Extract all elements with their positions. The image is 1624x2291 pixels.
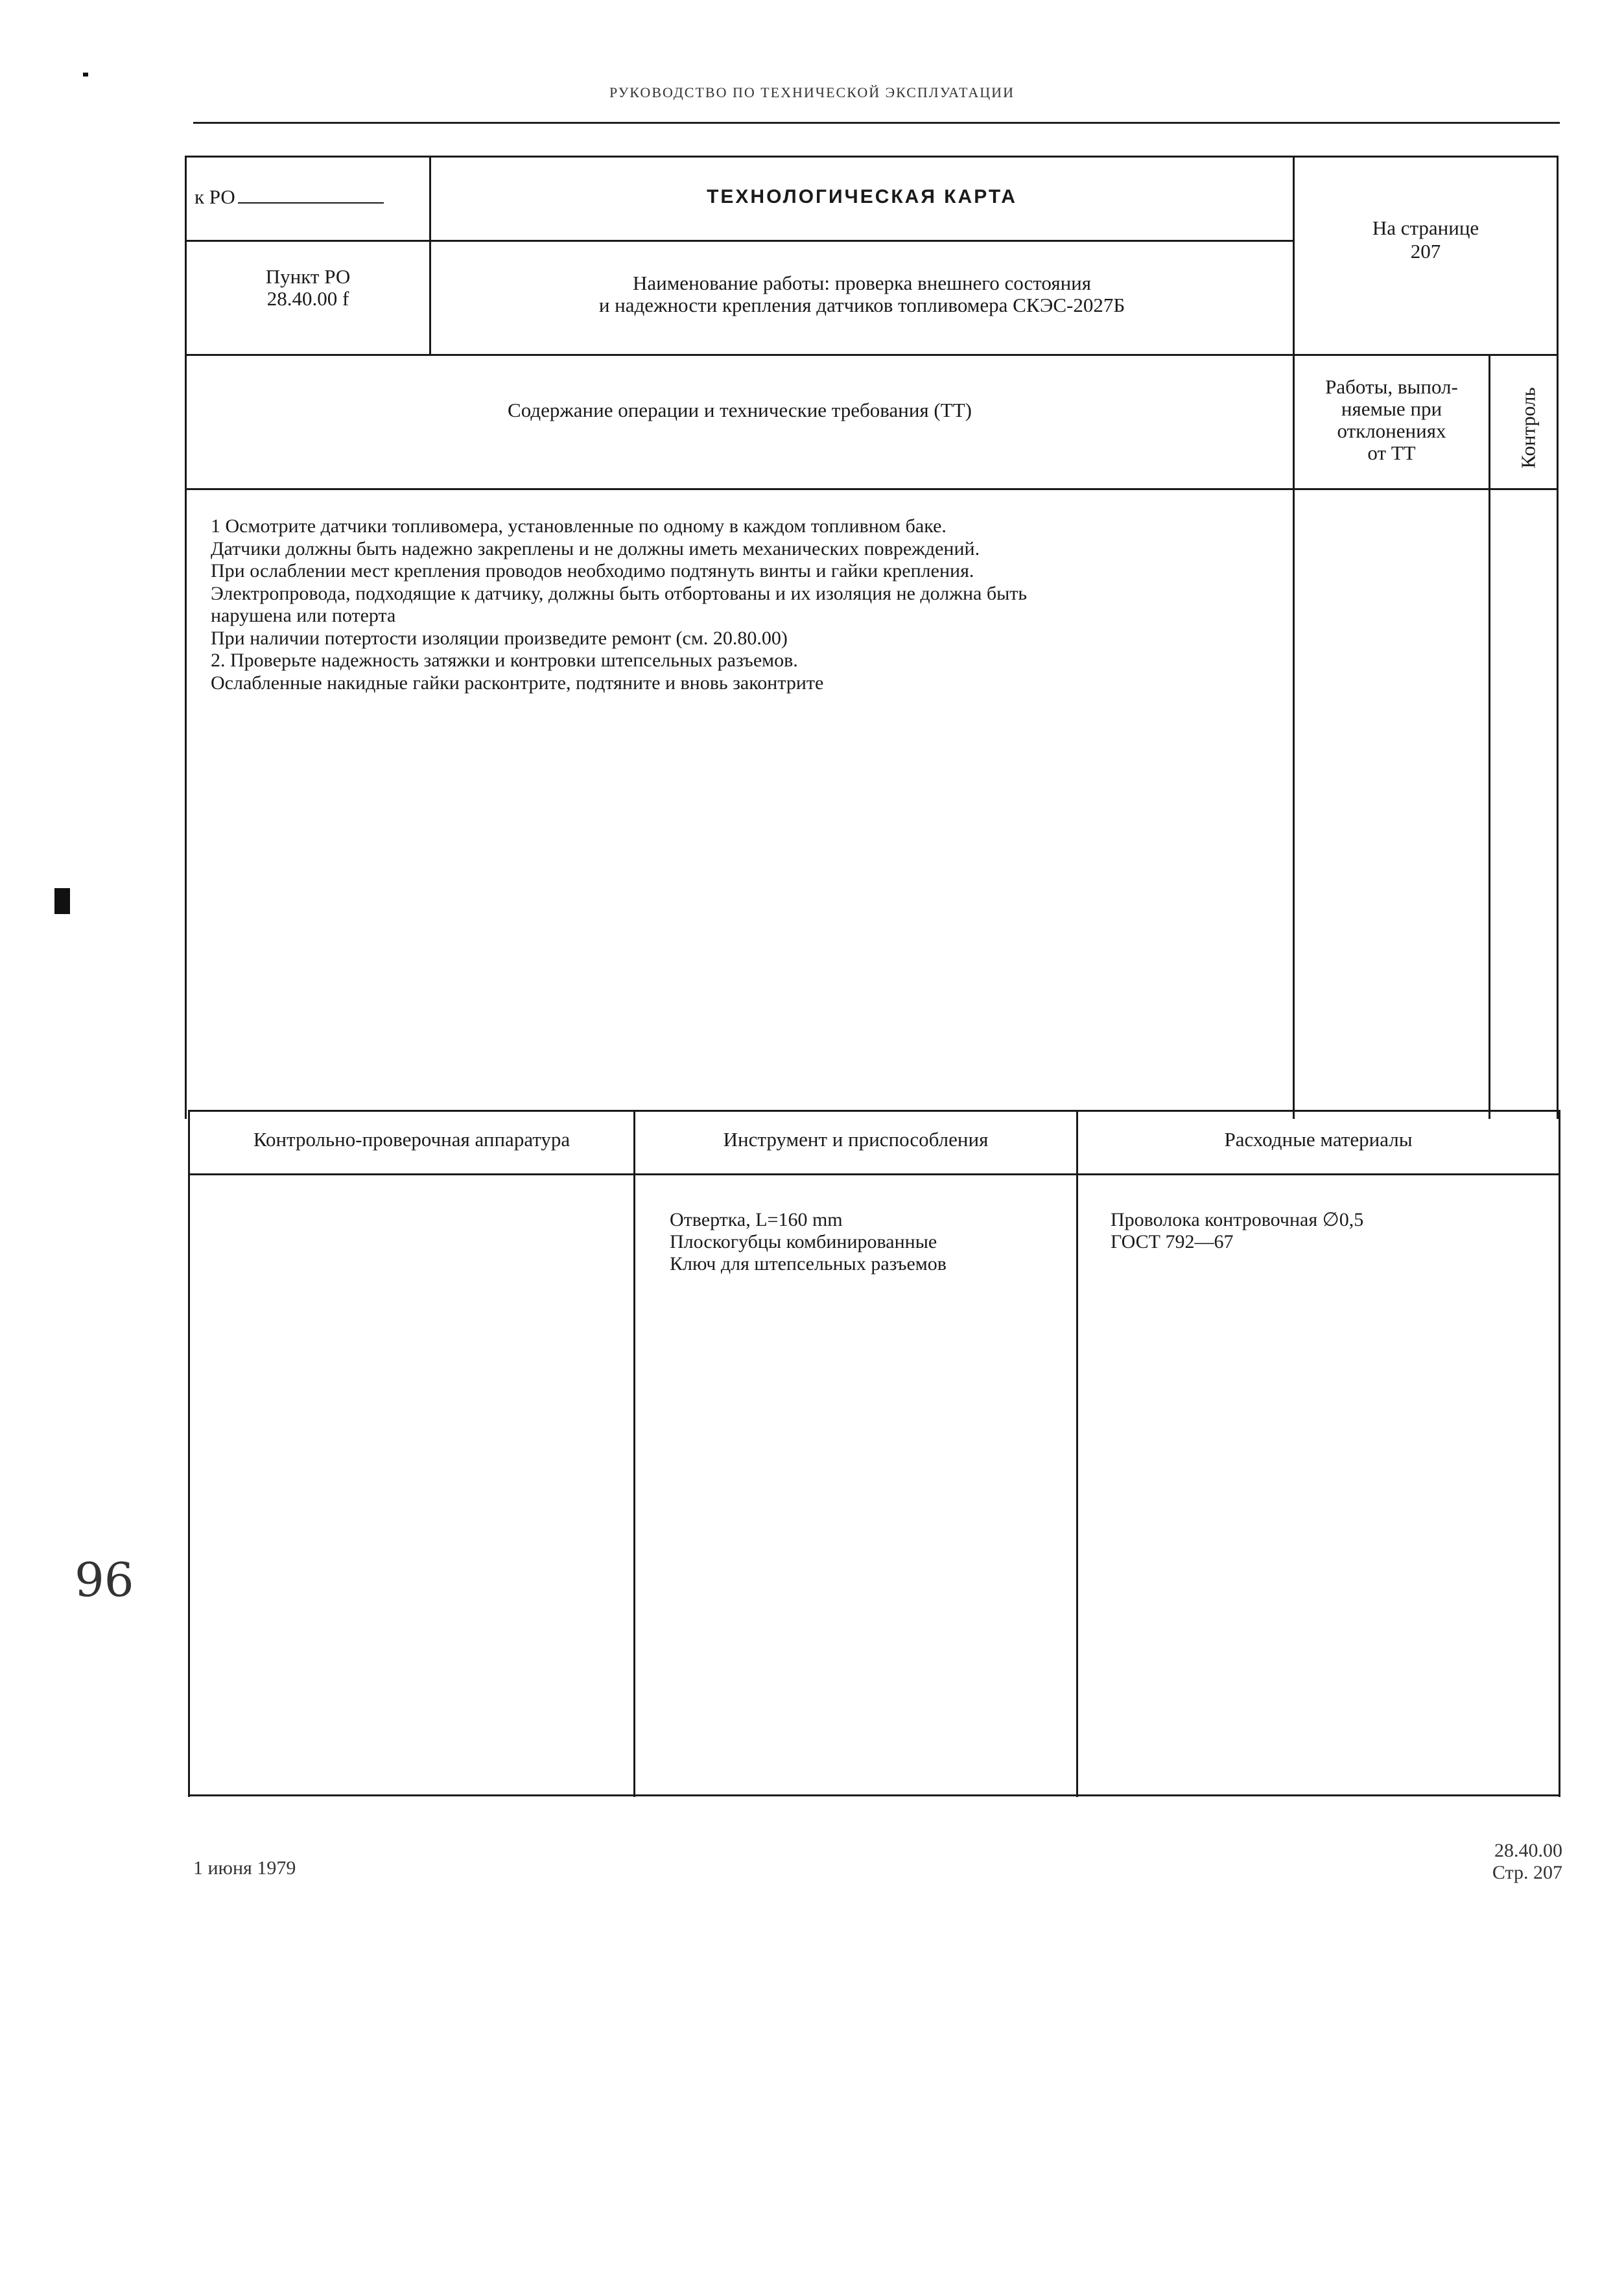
content-line: 1 Осмотрите датчики топливомера, установленные по одному в каждом топливном баке.	[211, 515, 947, 537]
content-line: При наличии потертости изоляции произведите ремонт (см. 20.80.00)	[211, 627, 788, 649]
item-label: Пункт РО	[265, 265, 351, 288]
content-header: Содержание операции и технические требования (ТТ)	[508, 399, 972, 421]
margin-mark	[54, 888, 70, 914]
margin-dot	[83, 73, 88, 76]
operation-content	[211, 515, 1027, 694]
materials-header: Расходные материалы	[1224, 1128, 1413, 1151]
materials-list	[1111, 1209, 1363, 1253]
header-rule	[193, 122, 1560, 124]
content-line: 2. Проверьте надежность затяжки и контровки штепсельных разъемов.	[211, 650, 798, 671]
item-number: 28.40.00 f	[266, 287, 349, 310]
list-item: ГОСТ 792—67	[1111, 1231, 1234, 1252]
apparatus-header: Контрольно-проверочная аппаратура	[253, 1128, 571, 1151]
tools-header: Инструмент и приспособления	[723, 1128, 989, 1151]
tools-list	[670, 1209, 947, 1275]
work-name: Наименование работы: проверка внешнего состояния и надежности крепления датчиков топливомера СКЭС-2027Б	[598, 272, 1125, 316]
deviation-header: Работы, выпол- няемые при отклонениях от ТТ	[1325, 375, 1458, 464]
list-item: Проволока контровочная ∅0,5	[1111, 1209, 1364, 1230]
list-item: Плоскогубцы комбинированные	[670, 1231, 937, 1252]
card-title: ТЕХНОЛОГИЧЕСКАЯ КАРТА	[707, 186, 1017, 207]
footer-code-block	[1394, 1840, 1562, 1884]
content-line: нарушена или потерта	[211, 605, 396, 626]
content-line: Датчики должны быть надежно закреплены и не должны иметь механических повреждений.	[211, 537, 980, 559]
item-block	[187, 266, 429, 310]
content-line: Ослабленные накидные гайки расконтрите, подтяните и вновь законтрите	[211, 672, 824, 694]
page-label: На странице 207	[1295, 217, 1557, 263]
page-number: 207	[1410, 240, 1441, 263]
list-item: Ключ для штепсельных разъемов	[670, 1253, 947, 1275]
footer-code: 28.40.00	[1494, 1840, 1562, 1861]
running-title: РУКОВОДСТВО ПО ТЕХНИЧЕСКОЙ ЭКСПЛУАТАЦИИ	[609, 84, 1015, 100]
control-header: Контроль	[1517, 387, 1540, 469]
content-line: При ослаблении мест крепления проводов необходимо подтянуть винты и гайки крепления.	[211, 560, 974, 582]
footer-date: 1 июня 1979	[193, 1857, 296, 1879]
list-item: Отвертка, L=160 mm	[670, 1209, 843, 1230]
content-line: Электропровода, подходящие к датчику, должны быть отбортованы и их изоляция не должна быть	[211, 582, 1028, 604]
margin-handwriting: 96	[75, 1553, 134, 1607]
ref-label: к РО	[194, 185, 384, 209]
footer-page: Стр. 207	[1492, 1862, 1562, 1883]
